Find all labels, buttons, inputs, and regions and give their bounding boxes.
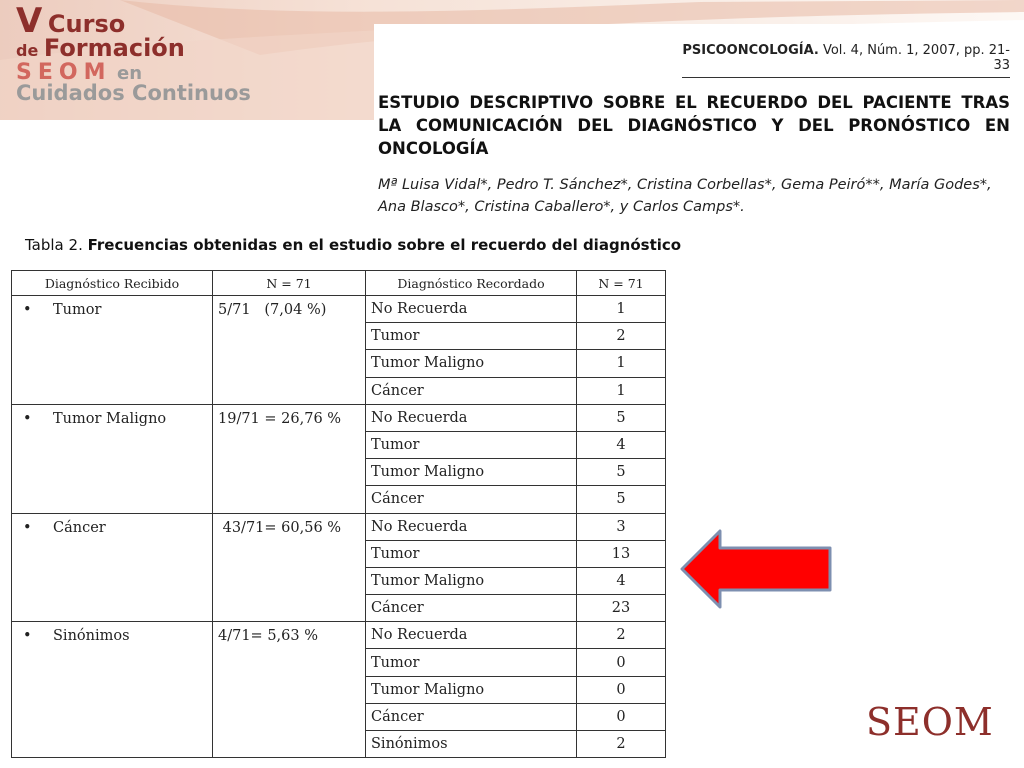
recalled-diagnosis-cell: Cáncer [366,377,577,404]
bullet-icon: • [23,302,32,318]
table-caption [25,236,681,254]
recalled-count-cell: 5 [577,486,666,513]
received-count-cell: 19/71 = 26,76 % [213,404,366,513]
received-diagnosis-cell [12,513,213,622]
logo-seom: SEOM [16,60,112,85]
received-diagnosis-label: Sinónimos [53,628,130,645]
recalled-diagnosis-cell: Tumor Maligno [366,567,577,594]
recalled-diagnosis-cell: No Recuerda [366,404,577,431]
caption-title: Frecuencias obtenidas en el estudio sobre el recuerdo del diagnóstico [87,236,682,254]
header-n-recalled: N = 71 [577,271,666,296]
recalled-count-cell: 5 [577,404,666,431]
recalled-count-cell: 4 [577,431,666,458]
recalled-diagnosis-cell: Cáncer [366,486,577,513]
recalled-count-cell: 0 [577,703,666,730]
header-recalled: Diagnóstico Recordado [366,271,577,296]
recalled-diagnosis-cell: Tumor Maligno [366,459,577,486]
recalled-diagnosis-cell: No Recuerda [366,296,577,323]
received-diagnosis-label: Tumor [53,302,102,318]
recalled-count-cell: 2 [577,323,666,350]
journal-name: PSICOONCOLOGÍA. [682,43,819,58]
recalled-diagnosis-cell: No Recuerda [366,622,577,649]
journal-citation [682,43,1010,78]
received-count-cell: 5/71 (7,04 %) [213,296,366,405]
table-row [12,513,666,540]
recalled-diagnosis-cell: Cáncer [366,703,577,730]
received-diagnosis-cell [12,404,213,513]
red-arrow-icon [678,528,834,610]
article-authors: Mª Luisa Vidal*, Pedro T. Sánchez*, Cristina Corbellas*, Gema Peiró**, María Godes*, Ana Blasco*, Cristina Caballero*, y Carlos Camps*. [378,177,992,215]
recalled-count-cell: 5 [577,459,666,486]
logo-formacion: Formación [43,34,185,62]
received-diagnosis-label: Cáncer [53,519,106,536]
recalled-diagnosis-cell: No Recuerda [366,513,577,540]
recalled-diagnosis-cell: Tumor Maligno [366,350,577,377]
table-header-row [12,271,666,296]
received-diagnosis-cell [12,296,213,405]
recalled-count-cell: 13 [577,540,666,567]
recalled-diagnosis-cell: Tumor [366,323,577,350]
journal-volume: Vol. 4, Núm. 1, 2007, pp. 21-33 [822,43,1010,73]
recalled-diagnosis-cell: Tumor Maligno [366,676,577,703]
table-row [12,296,666,323]
logo-cuidados: Cuidados Continuos [16,81,251,105]
received-count-cell: 4/71= 5,63 % [213,622,366,758]
logo-v: V [16,1,43,41]
header-received: Diagnóstico Recibido [12,271,213,296]
frequency-table [11,270,666,758]
recalled-diagnosis-cell: Cáncer [366,595,577,622]
recalled-diagnosis-cell: Tumor [366,649,577,676]
recalled-count-cell: 0 [577,676,666,703]
recalled-count-cell: 23 [577,595,666,622]
table-row [12,404,666,431]
received-diagnosis-cell [12,622,213,758]
received-count-cell: 43/71= 60,56 % [213,513,366,622]
table-body [12,296,666,758]
seom-footer-logo: SEOM [866,700,994,744]
caption-prefix: Tabla 2. [25,236,83,254]
header-n-received: N = 71 [213,271,366,296]
bullet-icon: • [23,410,32,427]
logo-en: en [117,63,143,84]
recalled-diagnosis-cell: Tumor [366,431,577,458]
bullet-icon: • [23,628,32,645]
recalled-count-cell: 1 [577,350,666,377]
table-row [12,622,666,649]
recalled-count-cell: 3 [577,513,666,540]
recalled-count-cell: 1 [577,377,666,404]
recalled-count-cell: 2 [577,731,666,758]
recalled-count-cell: 2 [577,622,666,649]
recalled-count-cell: 4 [577,567,666,594]
logo-curso: Curso [47,10,126,38]
article-title: ESTUDIO DESCRIPTIVO SOBRE EL RECUERDO DEL PACIENTE TRAS LA COMUNICACIÓN DEL DIAGNÓSTICO Y DEL PRONÓSTICO EN ONCOLOGÍA [378,93,1010,158]
course-logo [16,1,251,105]
received-diagnosis-label: Tumor Maligno [53,410,167,427]
logo-de: de [16,41,39,60]
recalled-count-cell: 1 [577,296,666,323]
recalled-diagnosis-cell: Sinónimos [366,731,577,758]
recalled-count-cell: 0 [577,649,666,676]
recalled-diagnosis-cell: Tumor [366,540,577,567]
bullet-icon: • [23,519,32,536]
